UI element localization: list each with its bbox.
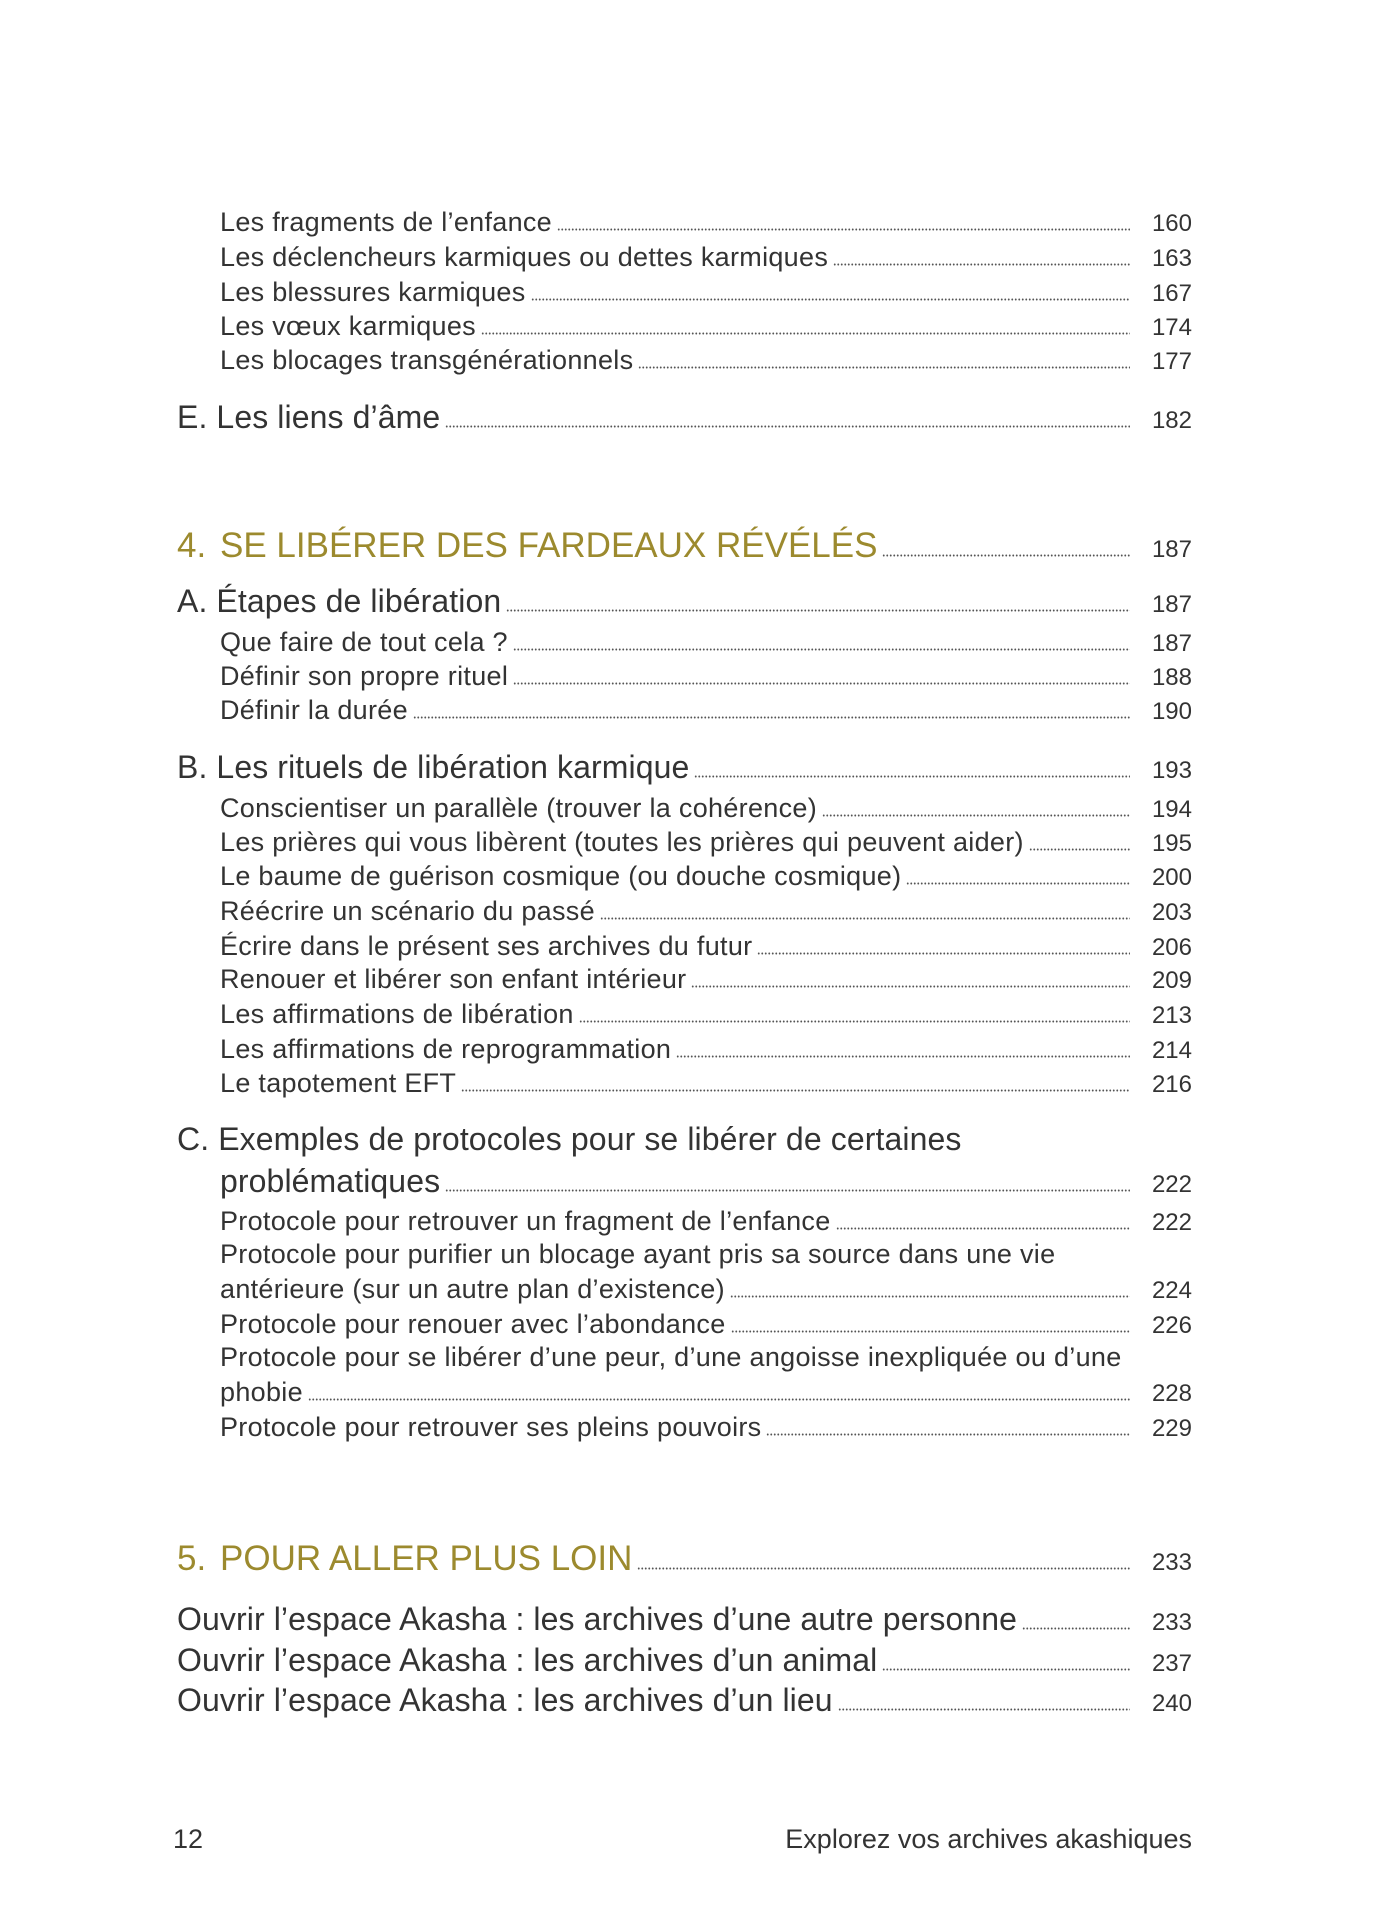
dot-leader [691, 985, 1130, 988]
part-title-line2: problématiques [220, 1163, 441, 1199]
toc-entry-title: Les fragments de l’enfance [220, 207, 552, 237]
toc-entry [220, 1337, 1192, 1377]
toc-entry-page: 163 [1151, 245, 1192, 272]
toc-entry-title: Le tapotement EFT [220, 1068, 457, 1098]
toc-entry-title: Écrire dans le présent ses archives du futur [220, 931, 753, 961]
toc-entry-page: 203 [1151, 899, 1192, 926]
dot-leader [676, 1055, 1130, 1058]
toc-entry-title: Protocole pour retrouver un fragment de l’enfance [220, 1206, 831, 1236]
toc-entry-page: 226 [1151, 1312, 1192, 1339]
toc-part-heading [177, 581, 1192, 621]
toc-entry-page: 195 [1151, 830, 1192, 857]
dot-leader [600, 917, 1130, 920]
toc-entry-page: 233 [1151, 1549, 1192, 1576]
chapter-number: 5. [177, 1539, 207, 1578]
dot-leader [308, 1398, 1130, 1401]
toc-entry [177, 1599, 1192, 1639]
toc-entry-page: 193 [1151, 757, 1192, 784]
toc-entry-page: 187 [1151, 630, 1192, 657]
toc-part-heading [177, 747, 1192, 787]
footer-page-number: 12 [173, 1824, 204, 1854]
toc-entry [220, 690, 1192, 730]
toc-entry-page: 194 [1151, 796, 1192, 823]
toc-entry-page: 190 [1151, 698, 1192, 725]
dot-leader [513, 648, 1130, 651]
dot-leader [506, 609, 1130, 612]
toc-entry-page: 174 [1151, 314, 1192, 341]
toc-entry [177, 1640, 1192, 1680]
dot-leader [481, 332, 1130, 335]
part-title: B. Les rituels de libération karmique [177, 749, 690, 785]
chapter-heading [177, 1539, 1192, 1579]
dot-leader [557, 228, 1130, 231]
toc-entry-page: 228 [1151, 1380, 1192, 1407]
dot-leader [822, 814, 1130, 817]
dot-leader [1022, 1627, 1130, 1630]
toc-entry-title: Ouvrir l’espace Akasha : les archives d’un lieu [177, 1682, 833, 1718]
toc-entry-title: Renouer et libérer son enfant intérieur [220, 964, 687, 994]
toc-entry-title: Ouvrir l’espace Akasha : les archives d’un animal [177, 1642, 878, 1678]
toc-entry-title: Les vœux karmiques [220, 311, 476, 341]
part-title: A. Étapes de libération [177, 583, 502, 619]
chapter-title: SE LIBÉRER DES FARDEAUX RÉVÉLÉS [220, 526, 878, 565]
toc-entry [220, 237, 1192, 277]
dot-leader [906, 882, 1130, 885]
toc-entry-page: 224 [1151, 1277, 1192, 1304]
dot-leader [882, 1668, 1130, 1671]
toc-entry-title: Réécrire un scénario du passé [220, 896, 595, 926]
dot-leader [1029, 848, 1130, 851]
toc-entry-page: 167 [1151, 280, 1192, 307]
toc-entry-page: 222 [1151, 1209, 1192, 1236]
toc-entry [220, 1063, 1192, 1103]
dot-leader [731, 1330, 1130, 1333]
toc-entry [220, 202, 1192, 242]
dot-leader [638, 366, 1130, 369]
dot-leader [838, 1708, 1130, 1711]
toc-entry-page: 177 [1151, 348, 1192, 375]
toc-entry-page: 187 [1151, 536, 1192, 563]
dot-leader [637, 1567, 1130, 1570]
toc-entry [220, 994, 1192, 1034]
dot-leader [836, 1227, 1130, 1230]
toc-entry-title: Conscientiser un parallèle (trouver la cohérence) [220, 793, 817, 823]
toc-entry-page: 206 [1151, 934, 1192, 961]
toc-entry [220, 1234, 1192, 1274]
toc-entry-title: Les blocages transgénérationnels [220, 345, 634, 375]
dot-leader [757, 952, 1130, 955]
toc-part-heading [177, 1119, 1192, 1159]
dot-leader [461, 1089, 1130, 1092]
toc-entry-title-line1: Protocole pour purifier un blocage ayant pris sa source dans une vie [220, 1239, 1056, 1269]
dot-leader [413, 716, 1130, 719]
toc-entry-title: Définir la durée [220, 695, 408, 725]
toc-entry-page: 214 [1151, 1037, 1192, 1064]
dot-leader [531, 298, 1130, 301]
toc-entry-page: 188 [1151, 664, 1192, 691]
dot-leader [579, 1020, 1130, 1023]
toc-entry-title-line1: Protocole pour se libérer d’une peur, d’une angoisse inexpliquée ou d’une [220, 1342, 1122, 1372]
toc-entry-continued [220, 1372, 1192, 1412]
toc-part-heading-continued [220, 1161, 1192, 1201]
dot-leader [882, 554, 1130, 557]
dot-leader [730, 1295, 1130, 1298]
dot-leader [445, 1189, 1130, 1192]
toc-entry-title-line2: phobie [220, 1377, 303, 1407]
toc-entry-page: 200 [1151, 864, 1192, 891]
toc-entry-title: Que faire de tout cela ? [220, 627, 508, 657]
toc-entry-title: Protocole pour retrouver ses pleins pouvoirs [220, 1412, 762, 1442]
part-title-line1: C. Exemples de protocoles pour se libérer de certaines [177, 1121, 962, 1157]
toc-entry [220, 856, 1192, 896]
toc-entry-title: Ouvrir l’espace Akasha : les archives d’une autre personne [177, 1601, 1018, 1637]
dot-leader [694, 775, 1130, 778]
footer-book-title: Explorez vos archives akashiques [785, 1824, 1192, 1854]
chapter-number: 4. [177, 526, 207, 565]
toc-entry-title: Les affirmations de reprogrammation [220, 1034, 672, 1064]
toc-entry [220, 959, 1192, 999]
dot-leader [513, 682, 1130, 685]
dot-leader [833, 263, 1130, 266]
chapter-title: POUR ALLER PLUS LOIN [220, 1539, 633, 1578]
toc-entry-title-line2: antérieure (sur un autre plan d’existence) [220, 1274, 725, 1304]
toc-entry-page: 182 [1151, 407, 1192, 434]
toc-entry-title: Les blessures karmiques [220, 277, 526, 307]
toc-entry-page: 237 [1151, 1650, 1192, 1677]
toc-entry-page: 216 [1151, 1071, 1192, 1098]
toc-entry-title: Définir son propre rituel [220, 661, 509, 691]
toc-entry-page: 213 [1151, 1002, 1192, 1029]
part-title: E. Les liens d’âme [177, 399, 441, 435]
toc-entry-page: 187 [1151, 591, 1192, 618]
toc-entry [177, 1680, 1192, 1720]
toc-entry-title: Les prières qui vous libèrent (toutes les prières qui peuvent aider) [220, 827, 1024, 857]
toc-entry-title: Les déclencheurs karmiques ou dettes karmiques [220, 242, 829, 272]
toc-entry-page: 240 [1151, 1690, 1192, 1717]
dot-leader [766, 1433, 1130, 1436]
toc-entry-page: 229 [1151, 1415, 1192, 1442]
toc-entry-title: Le baume de guérison cosmique (ou douche cosmique) [220, 861, 902, 891]
dot-leader [445, 425, 1130, 428]
toc-entry [220, 891, 1192, 931]
toc-entry-page: 160 [1151, 210, 1192, 237]
toc-entry-page: 209 [1151, 967, 1192, 994]
toc-entry-title: Protocole pour renouer avec l’abondance [220, 1309, 726, 1339]
chapter-heading [177, 526, 1192, 566]
toc-entry [220, 1407, 1192, 1447]
toc-entry-page: 233 [1151, 1609, 1192, 1636]
toc-entry [220, 340, 1192, 380]
toc-part-heading [177, 397, 1192, 437]
toc-entry-title: Les affirmations de libération [220, 999, 574, 1029]
toc-entry-continued [220, 1269, 1192, 1309]
toc-entry-page: 222 [1151, 1171, 1192, 1198]
